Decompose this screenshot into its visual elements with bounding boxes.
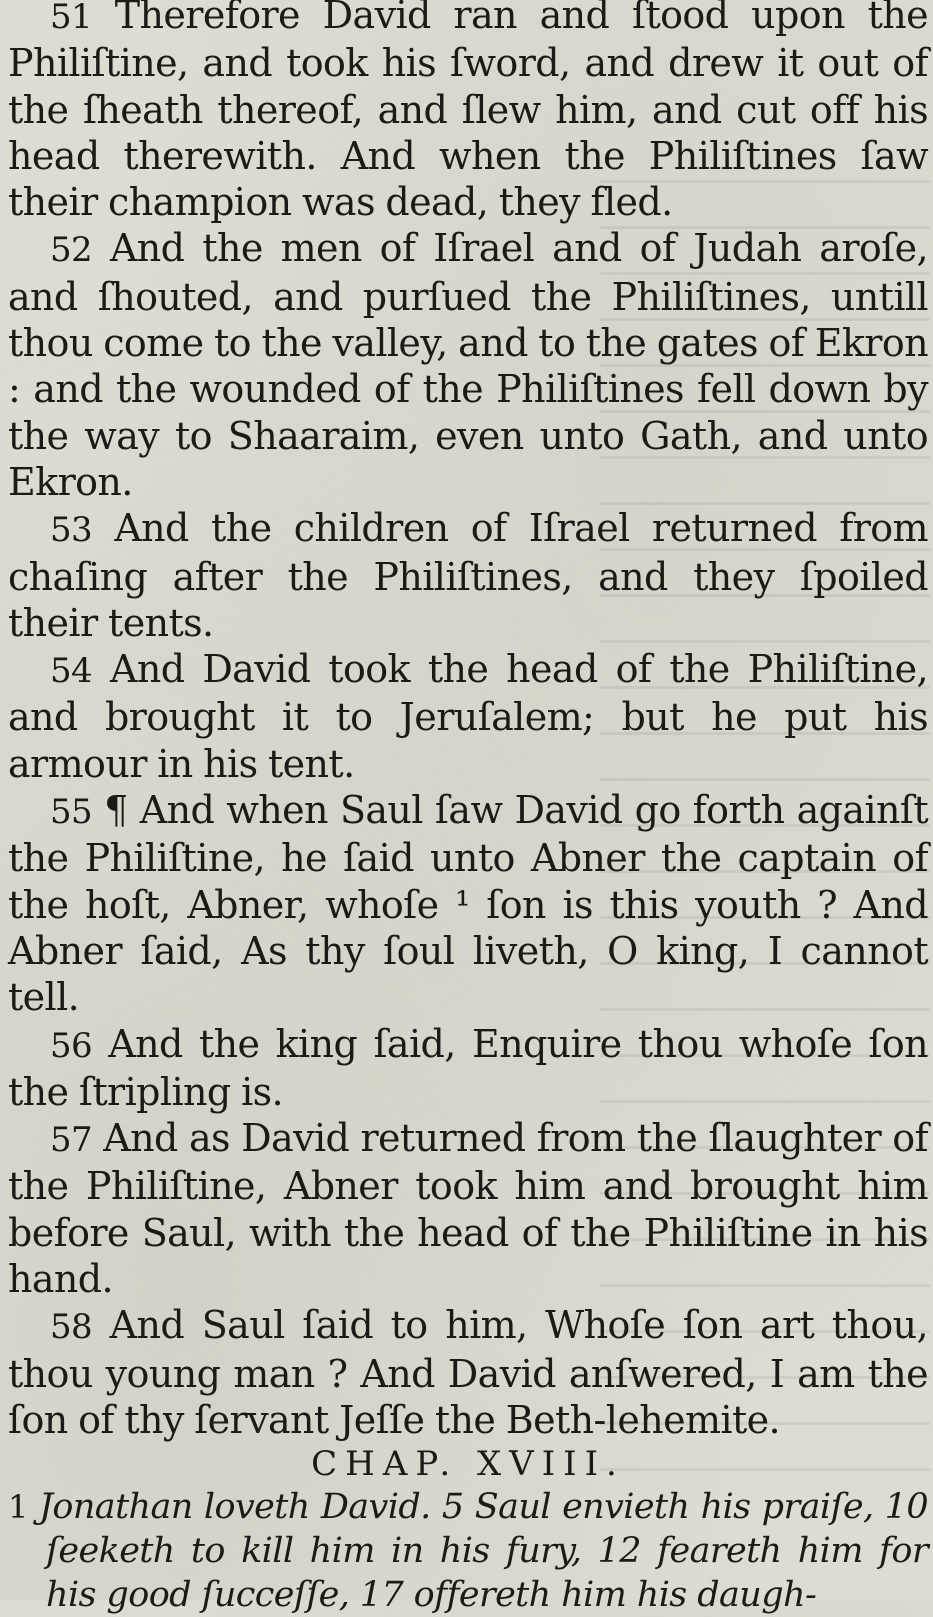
verse-number: 56 — [50, 1025, 93, 1066]
verse-55 — [8, 787, 928, 1020]
chapter-summary — [8, 1485, 928, 1617]
verse-number: 52 — [50, 230, 93, 271]
verse-text: And Saul ſaid to him, Whoſe ſon art thou, thou young man ? And David anſwered, I am the ſon of thy ſervant Jeſſe the Beth-lehemite. — [8, 1303, 928, 1442]
verse-52 — [8, 225, 928, 505]
chapter-heading: CHAP. XVIII. — [311, 1444, 625, 1485]
verse-56 — [8, 1021, 928, 1116]
verse-text: And the king ſaid, Enquire thou whoſe ſon the ſtripling is. — [8, 1021, 928, 1114]
verse-text: And the children of Iſrael returned from chaſing after the Philiſtines, and they ſpoiled their tents. — [8, 506, 928, 645]
verse-54 — [8, 646, 928, 787]
verse-text: And the men of Iſrael and of Judah aroſe, and ſhouted, and purſued the Philiſtines, untill thou come to the valley, and to the gates of Ekron : and the wounded of the Philiſtines fell down by the way to Shaaraim, even unto Gath, and unto Ekron. — [8, 226, 928, 504]
verse-number: 57 — [50, 1120, 93, 1161]
verse-number: 53 — [50, 510, 93, 551]
verse-text: And David took the head of the Philiſtine, and brought it to Jeruſalem; but he put his armour in his tent. — [8, 647, 928, 786]
verse-text: ¶ And when Saul ſaw David go forth againſt the Philiſtine, he ſaid unto Abner the captain of the hoſt, Abner, whoſe ¹ ſon is this youth ? And Abner ſaid, As thy ſoul liveth, O king, I cannot tell. — [8, 788, 928, 1020]
verse-text: Therefore David ran and ſtood upon the Philiſtine, and took his ſword, and drew it out of the ſheath thereof, and ſlew him, and cut off his head therewith. And when the Philiſtines ſaw their champion was dead, they fled. — [8, 0, 928, 225]
verse-58 — [8, 1302, 928, 1443]
verse-number: 54 — [50, 651, 93, 692]
verse-text: And as David returned from the ſlaughter of the Philiſtine, Abner took him and brought him before Saul, with the head of the Philiſtine in his hand. — [8, 1116, 928, 1302]
verse-57 — [8, 1115, 928, 1302]
verse-number: 58 — [50, 1307, 93, 1348]
verse-53 — [8, 505, 928, 646]
summary-number: 1 — [8, 1488, 28, 1527]
scripture-page — [8, 0, 928, 1617]
summary-text: Jonathan loveth David. 5 Saul envieth his praiſe, 10 ſeeketh to kill him in his fury, 12 feareth him for his good ſucceſſe, 17 offereth him his daugh- — [27, 1487, 928, 1616]
verse-51 — [8, 0, 928, 225]
verse-number: 55 — [50, 792, 93, 833]
verse-number: 51 — [50, 0, 93, 37]
